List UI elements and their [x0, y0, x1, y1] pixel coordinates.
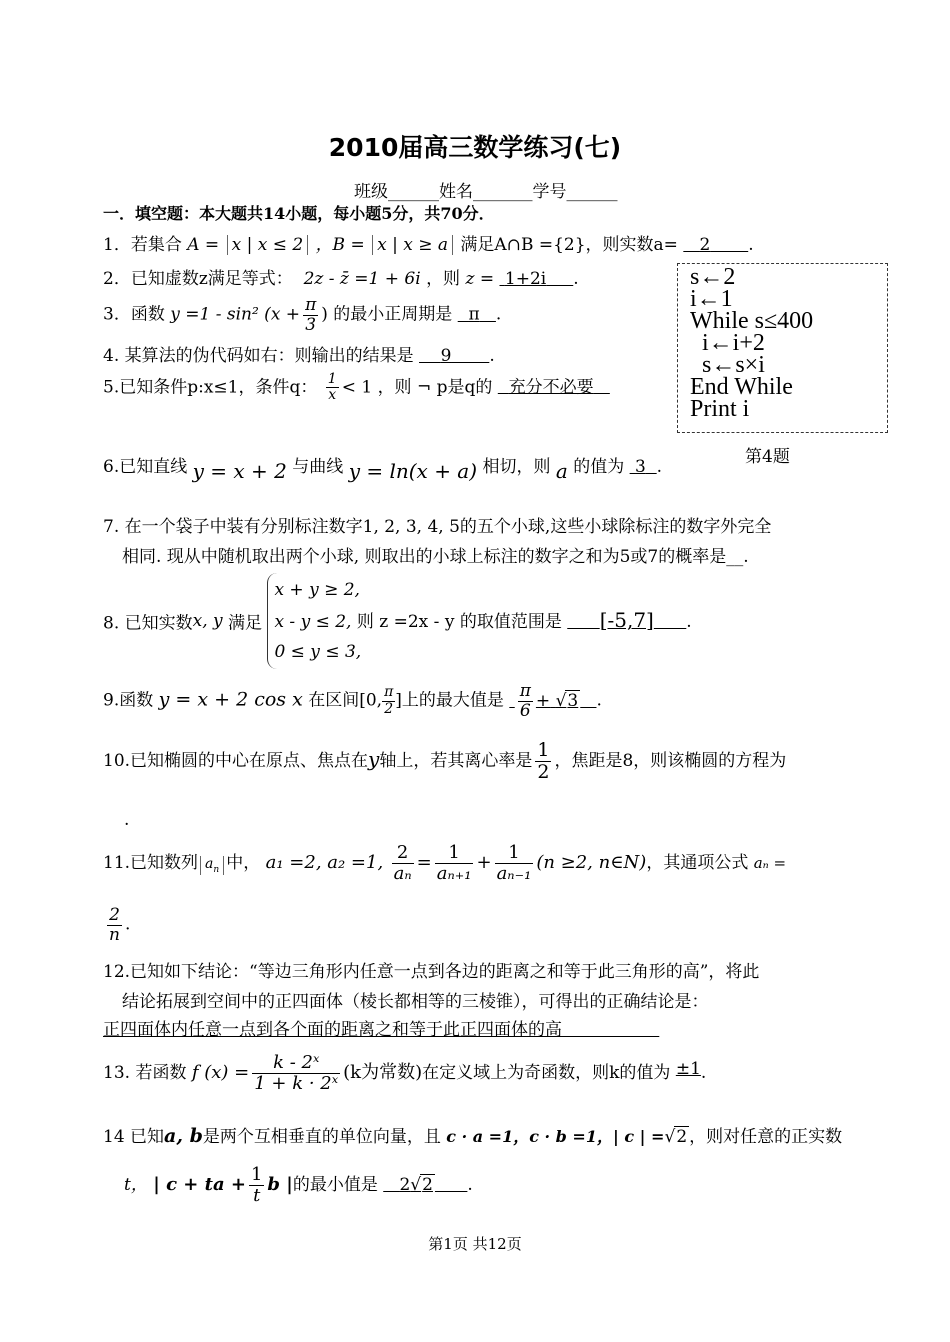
- question-9: 9.函数 y = x + 2 cos x 在区间[0, $\frac{\pi}{2}$ ]上的最大值是 $\frac{\pi}{6}$ + √3 .: [103, 681, 602, 721]
- q6-a: a: [555, 459, 568, 483]
- q11-prefix: 11.已知数列: [103, 852, 199, 873]
- q6-answer: 3: [635, 457, 646, 477]
- q8-answer: [-5,7]: [599, 608, 654, 632]
- q6-text: 相切，则: [482, 457, 551, 477]
- page-footer: 第1页 共12页: [428, 1235, 522, 1253]
- q1-set-a: x | x ≤ 2: [227, 235, 309, 255]
- q5-prefix: 5.已知条件p:x≤1，条件q：: [103, 377, 318, 398]
- q8-constraint-2: x - y ≤ 2,: [274, 612, 352, 632]
- q9-mid: 在区间[0,: [308, 690, 383, 711]
- code-line-4: i←i+2: [702, 330, 765, 356]
- q14-conditions: c · a =1，c · b =1，| c | =: [446, 1127, 665, 1146]
- q3-expr: y =1 - sin² (x +: [170, 304, 301, 325]
- q9-prefix: 9.函数: [103, 690, 154, 711]
- q13-prefix: 13. 若函数: [103, 1062, 187, 1083]
- page-title: 2010届高三数学练习(七): [328, 133, 622, 162]
- code-line-3: While s≤400: [690, 308, 814, 334]
- question-12-answer: 正四面体内任意一点到各个面的距离之和等于此正四面体的高: [103, 1020, 562, 1040]
- q3-text: 的最小正周期是: [333, 304, 453, 325]
- q11-mid: 中，: [226, 852, 261, 873]
- q3-prefix: 3．函数: [103, 304, 165, 325]
- q4-answer: 9: [440, 346, 452, 366]
- q14-text1: 是两个互相垂直的单位向量，且: [202, 1127, 441, 1147]
- question-8: [103, 573, 698, 669]
- question-14: 14 已知a, b是两个互相垂直的单位向量，且 c · a =1，c · b =1，| c | =√2 ，则对任意的正实数: [103, 1125, 843, 1147]
- q6-mid: 与曲线: [292, 457, 344, 477]
- q8-prefix: 8. 已知实数: [103, 613, 193, 634]
- question-7-line-1: 7. 在一个袋子中装有分别标注数字1, 2, 3, 4, 5的五个小球,这些小球除标注的数字外完全: [103, 517, 772, 537]
- q9-end: ]上的最大值是: [395, 690, 504, 711]
- q14-expr-left: | c + ta +: [153, 1173, 246, 1195]
- q13-f: f (x) =: [191, 1061, 250, 1083]
- q6-curve: y = ln(x + a): [348, 459, 478, 483]
- q14-t: t，: [124, 1174, 148, 1195]
- q3-answer: π: [468, 304, 480, 325]
- question-11-answer: $\frac{2}{n}$ .: [109, 905, 131, 945]
- q8-constraint-1: x + y ≥ 2,: [274, 580, 360, 600]
- question-13: 13. 若函数 f (x) = $\frac{\text{k - 2ˣ}}{\text{1 + k · 2ˣ}}$ (k为常数)在定义域上为奇函数，则k的值为 ±1.: [103, 1052, 707, 1094]
- q2-z: z =: [465, 269, 495, 289]
- q14-text3: 的最小值是: [292, 1174, 378, 1195]
- q10-y: y: [368, 746, 380, 771]
- q10-text: ，焦距是8，则该椭圆的方程为: [554, 750, 787, 771]
- q2-equation: 2z - z̄ =1 + 6i: [303, 269, 421, 289]
- q14-answer: 2√2: [399, 1174, 433, 1195]
- q8-system: x + y ≥ 2, x - y ≤ 2, 则 z =2x - y 的取值范围是 [-5,7] . 0 ≤ y ≤ 3,: [267, 573, 697, 669]
- q9-pi-over-2: $\frac{\pi}{2}$: [384, 684, 394, 717]
- question-2: 2．已知虚数z满足等式： 2z - z̄ =1 + 6i ，则 z = 1+2i .: [103, 269, 579, 289]
- q8-constraint-3: 0 ≤ y ≤ 3,: [274, 642, 362, 662]
- q11-lhs: aₙ =: [753, 853, 787, 872]
- q11-text: ，其通项公式: [646, 852, 749, 873]
- q14-ab: a, b: [164, 1125, 203, 1147]
- question-5: [103, 372, 610, 404]
- question-10-end: .: [124, 810, 130, 830]
- q11-fraction-1: $\frac{2}{\text{aₙ}}$: [393, 842, 412, 884]
- q14-prefix: 14 已知: [103, 1127, 165, 1147]
- code-line-7: Print i: [690, 396, 750, 422]
- code-line-2: i←1: [690, 286, 733, 312]
- q10-prefix: 10.已知椭圆的中心在原点、焦点在: [103, 750, 369, 771]
- q13-answer: ±1: [675, 1058, 701, 1079]
- q8-text: 则 z =2x - y 的取值范围是: [356, 612, 562, 632]
- q11-fraction-3: $\frac{1}{\text{aₙ₋₁}}$: [496, 842, 532, 884]
- q13-note: (k为常数): [343, 1061, 423, 1083]
- q3-pi-over-3: $\frac{\pi}{3}$: [305, 295, 317, 335]
- question-7-line-2: 相同. 现从中随机取出两个小球, 则取出的小球上标注的数字之和为5或7的概率是__.: [122, 547, 749, 567]
- q6-end: 的值为: [573, 457, 625, 477]
- q2-mid: ，则: [426, 269, 461, 289]
- q1-set-a-label: A =: [187, 235, 220, 255]
- code-line-5: s←s×i: [702, 352, 765, 378]
- code-caption: 第4题: [745, 447, 790, 467]
- q6-line: y = x + 2: [192, 459, 287, 483]
- question-1: 1．若集合 A = x | x ≤ 2 ，B = x | x ≥ a 满足A∩B ={2}，则实数a= 2 .: [103, 235, 754, 255]
- header-fields: 班级______姓名_______学号______: [354, 182, 618, 202]
- q9-answer: $\frac{\pi}{6}$ + √3: [519, 681, 579, 721]
- q11-range: (n ≥2, n∈N): [536, 851, 647, 873]
- question-11: 11.已知数列 $a_n$ 中， a₁ =2, a₂ =1, $\frac{2}{\text{aₙ}}$ = $\frac{1}{\text{aₙ₊₁}}$ + $\frac{1}{\text{aₙ₋₁}}$ (n ≥2, n∈N)，其通项公式 aₙ =: [103, 842, 787, 884]
- q8-vars: x, y: [192, 611, 223, 631]
- pseudocode-box: [677, 263, 888, 433]
- q5-text: ，则 ¬ p是q的: [377, 377, 493, 398]
- q9-expr: y = x + 2 cos x: [158, 688, 303, 711]
- q1-set-b-label: ，B =: [315, 235, 365, 255]
- question-10: [103, 740, 786, 783]
- question-14-line-2: t， | c + ta + $\frac{1}{t}$ b |的最小值是 2√2 .: [124, 1164, 473, 1206]
- q11-conditions: a₁ =2, a₂ =1,: [265, 851, 384, 873]
- q11-fraction-2: $\frac{1}{\text{aₙ₊₁}}$: [436, 842, 472, 884]
- question-12-line-1: 12.已知如下结论：“等边三角形内任意一点到各边的距离之和等于此三角形的高”，将此: [103, 962, 760, 982]
- q5-fraction: $\frac{1}{x}$: [327, 371, 337, 404]
- q2-prefix: 2．已知虚数z满足等式：: [103, 269, 293, 289]
- code-line-6: End While: [690, 374, 793, 400]
- code-line-1: s←2: [690, 264, 736, 290]
- question-3: 3．函数 y =1 - sin² (x + $\frac{\pi}{3}$ ) 的最小正周期是 π .: [103, 295, 502, 335]
- q2-answer: 1+2i: [504, 269, 547, 289]
- question-4: 4. 某算法的伪代码如右：则输出的结果是 9 .: [103, 346, 495, 366]
- q1-prefix: 1．若集合: [103, 235, 182, 255]
- q6-prefix: 6.已知直线: [103, 457, 188, 477]
- q1-answer: 2: [699, 235, 711, 255]
- q5-answer: 充分不必要: [508, 377, 594, 398]
- q1-text: 满足A∩B ={2}，则实数a=: [460, 235, 678, 255]
- q14-root: 2: [676, 1127, 688, 1147]
- section-heading: 一．填空题：本大题共14小题，每小题5分，共70分．: [103, 204, 495, 223]
- q1-set-b: x | x ≥ a: [372, 235, 453, 255]
- question-12-line-2: 结论拓展到空间中的正四面体（棱长都相等的三棱锥），可得出的正确结论是：: [122, 992, 709, 1012]
- q10-mid: 轴上，若其离心率是: [379, 750, 533, 771]
- q5-lt: < 1: [341, 377, 373, 398]
- q4-text: 4. 某算法的伪代码如右：则输出的结果是: [103, 346, 414, 366]
- question-6: 6.已知直线 y = x + 2 与曲线 y = ln(x + a) 相切，则 a 的值为 3 .: [103, 457, 663, 483]
- q13-fraction: $\frac{\text{k - 2ˣ}}{\text{1 + k · 2ˣ}}$: [254, 1052, 339, 1094]
- q8-mid: 满足: [228, 613, 263, 634]
- q13-text: 在定义域上为奇函数，则k的值为: [422, 1062, 671, 1083]
- q14-fraction: $\frac{1}{t}$: [250, 1164, 263, 1206]
- q10-fraction: $\frac{1}{2}$: [537, 739, 550, 783]
- q14-text2: ，则对任意的正实数: [689, 1127, 843, 1147]
- q14-expr-right: b |: [267, 1173, 293, 1195]
- q11-sequence: $a_n$: [200, 856, 224, 875]
